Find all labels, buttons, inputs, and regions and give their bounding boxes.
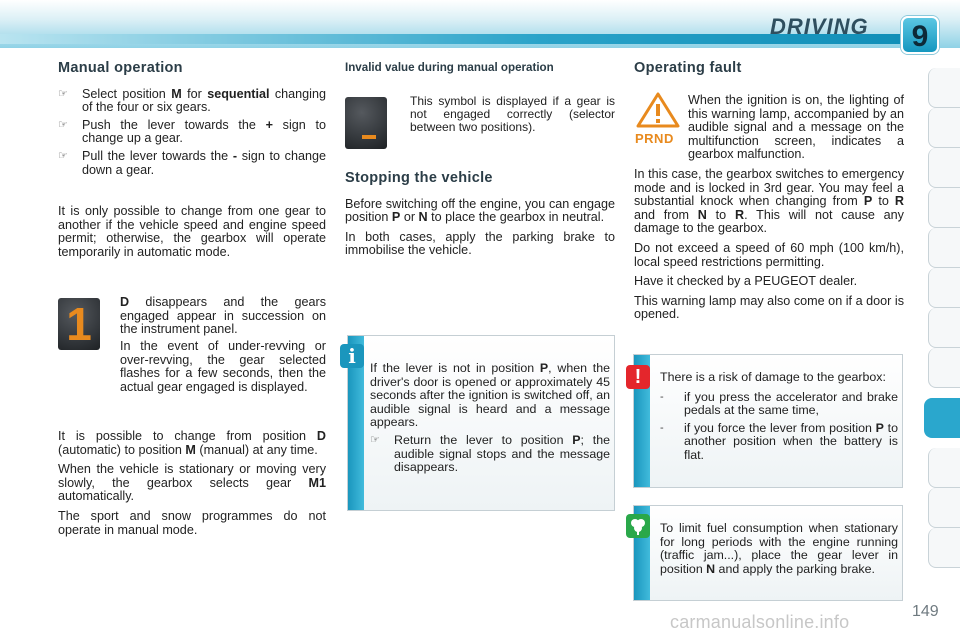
chapter-tab[interactable] — [928, 348, 960, 388]
gear-change-paragraph: It is only possible to change from one gear to another if the vehicle speed and engine speed permit; otherwise, the gearbox will operate temporarily in automatic mode. — [58, 204, 326, 259]
warning-icon: ! — [626, 365, 650, 389]
manual-bullet-2: ☞ Push the lever towards the + sign to change up a gear. — [58, 117, 326, 146]
invalid-text: This symbol is displayed if a gear is not engaged correctly (selector between two positions). — [410, 94, 615, 134]
manual-bullet-1: ☞ Select position M for sequential changing of the four or six gears. — [58, 86, 326, 115]
overrev-block — [58, 340, 326, 400]
chapter-tab-active[interactable] — [924, 398, 960, 438]
fault-body: When the ignition is on, the lighting of this warning lamp, accompanied by an audible signal and a message on the multifunction screen, indicates a gearbox malfunction. In this case, the gearbox switches to emergency mode and is locked in 3rd gear. You may feel a substantial knock when changing from P to R and from N to R. This will not cause any damage to the gearbox. Do not exceed a speed of 60 mph (100 km/h), local speed restrictions permitting. Have it checked by a PEUGEOT dealer. This warning lamp may also come on if a door is opened. — [634, 93, 904, 322]
chapter-tab[interactable] — [928, 268, 960, 308]
manual-section — [58, 62, 326, 181]
dash-icon — [362, 135, 376, 139]
chapter-tab[interactable] — [928, 188, 960, 228]
page-number: 149 — [912, 603, 939, 620]
chapter-tab[interactable] — [928, 308, 960, 348]
pointer-icon: ☞ — [58, 149, 68, 162]
info-icon: i — [340, 344, 364, 368]
fault-p3: Do not exceed a speed of 60 mph (100 km/h), local speed restrictions permitting. — [634, 240, 904, 269]
eco-leaf-icon — [626, 514, 650, 538]
info-box-content: If the lever is not in position P, when the driver's door is opened or approximately 45 seconds after the ignition is switched off, an audible signal is heard and a message appears. ☞ Return the lever to position P; the audible signal stops and the message disappears. — [370, 361, 610, 475]
pointer-icon: ☞ — [58, 118, 68, 131]
d-disappears-text: D disappears and the gears engaged appear in succession on the instrument panel. — [120, 295, 326, 337]
parking-brake-text: In both cases, apply the parking brake to immobilise the vehicle. — [345, 229, 615, 258]
fault-heading: Operating fault — [634, 60, 742, 76]
fault-p4: Have it checked by a PEUGEOT dealer. — [634, 274, 858, 289]
header-stripe — [0, 34, 900, 44]
chapter-tab[interactable] — [928, 228, 960, 268]
eco-box — [633, 505, 903, 601]
chapter-tab[interactable] — [928, 488, 960, 528]
watermark: carmanualsonline.info — [670, 612, 850, 632]
sport-snow-text: The sport and snow programmes do not operate in manual mode. — [58, 508, 326, 537]
invalid-value-section — [345, 62, 575, 75]
prnd-label: PRND — [635, 131, 674, 146]
chapter-tab[interactable] — [928, 528, 960, 568]
chapter-tab[interactable] — [928, 448, 960, 488]
manual-bullet-3: ☞ Pull the lever towards the - sign to change down a gear. — [58, 148, 327, 177]
warning-box — [633, 354, 903, 488]
chapter-tab[interactable] — [928, 68, 960, 108]
chapter-tab[interactable] — [928, 108, 960, 148]
page-title: DRIVING — [770, 14, 869, 39]
chapter-tabs — [928, 68, 960, 578]
automatic-manual-section: It is possible to change from position D (automatic) to position M (manual) at any time. When the vehicle is stationary or moving very slowly, the gearbox selects gear M1 automatically. The sport and snow programmes do not operate in manual mode. — [58, 429, 326, 537]
gear-indicator-icon: 1 — [58, 298, 100, 350]
eco-box-content: To limit fuel consumption when stationary for long periods with the engine running (traffic jam...), place the gear lever in position N and apply the parking brake. — [660, 521, 898, 576]
stopping-section: Stopping the vehicle Before switching off the engine, you can engage position P or N to place the gearbox in neutral. In both cases, apply the parking brake to immobilise the vehicle. — [345, 170, 615, 258]
fault-p5: This warning lamp may also come on if a door is opened. — [634, 293, 904, 322]
overrev-text: In the event of under-revving or over-revving, the gear selected flashes for a few seconds, then the actual gear engaged is displayed. — [120, 339, 326, 394]
fault-p1: When the ignition is on, the lighting of this warning lamp, accompanied by an audible signal and a message on the multifunction screen, indicates a gearbox malfunction. — [688, 93, 904, 162]
stopping-heading: Stopping the vehicle — [345, 170, 493, 186]
pointer-icon: ☞ — [370, 433, 380, 446]
chapter-number: 9 — [901, 16, 939, 54]
chapter-tab[interactable] — [928, 148, 960, 188]
invalid-heading: Invalid value during manual operation — [345, 61, 554, 74]
pointer-icon: ☞ — [58, 87, 68, 100]
warning-box-content: There is a risk of damage to the gearbox: - if you press the accelerator and brake pedals at the same time, - if you force the lever from position P to another position when the battery is flat. — [660, 370, 899, 462]
warning-intro: There is a risk of damage to the gearbox: — [660, 370, 886, 384]
fault-section — [634, 62, 904, 76]
invalid-gear-icon — [345, 97, 387, 149]
manual-heading: Manual operation — [58, 60, 183, 76]
info-box — [347, 335, 615, 511]
